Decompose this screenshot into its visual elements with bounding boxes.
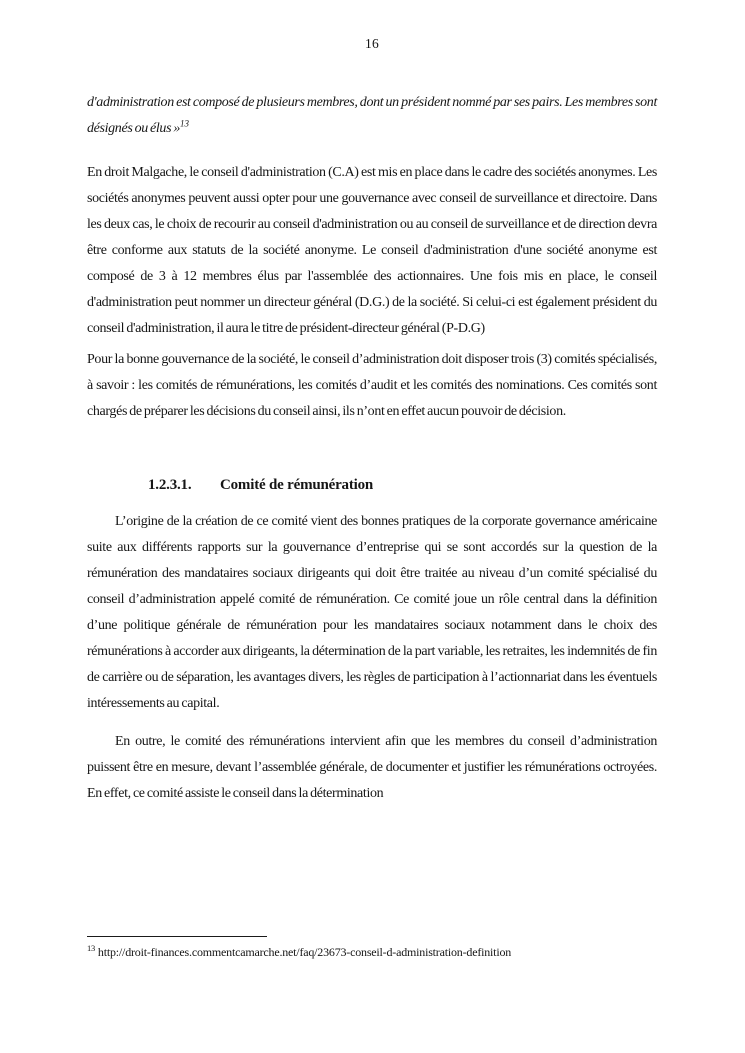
footnote-13 [87,944,657,960]
footnote-url: http://droit-finances.commentcamarche.net/faq/23673-conseil-d-administration-definition [97,945,512,959]
footnote-area [87,936,657,960]
paragraph-bonne-gouvernance: Pour la bonne gouvernance de la société, le conseil d’administration doit disposer trois (3) comités spécialisés, à savoir : les comités de rémunérations, les comités d’audit et les comités des nominations. Ces comités sont chargés de préparer les décisions du conseil ainsi, ils n’ont en effet aucun pouvoir de décision. [87,352,657,419]
quote-text: d'administration est composé de plusieurs membres, dont un président nommé par ses pairs. Les membres sont désignés ou élus » [87,95,657,136]
section-heading-number: 1.2.3.1. [148,477,192,493]
quote-paragraph [87,90,657,142]
paragraph-origine-comite: L’origine de la création de ce comité vient des bonnes pratiques de la corporate governance américaine suite aux différents rapports sur la gouvernance d’entreprise qui se sont accordés sur la question de la rémunération des mandataires sociaux dirigeants qui doit être traitée au niveau d’un comité spécialisé du conseil d’administration appelé comité de rémunération. Ce comité joue un rôle central dans la définition d’une politique générale de rémunération pour les mandataires sociaux notamment dans le choix des rémunérations à accorder aux dirigeants, la détermination de la part variable, les retraites, les indemnités de fin de carrière ou de séparation, les avantages divers, les règles de participation à l’actionnariat dans les éventuels intéressements au capital. [87,514,657,711]
section-heading-title: Comité de rémunération [220,477,374,493]
page-number: 16 [364,36,380,51]
footnote-number: 13 [87,943,96,953]
footnote-separator-rule [87,936,267,937]
section-heading [148,473,657,497]
footnote-reference-13: 13 [179,118,189,129]
paragraph-droit-malgache: En droit Malgache, le conseil d'administration (C.A) est mis en place dans le cadre des sociétés anonymes. Les sociétés anonymes peuvent aussi opter pour une gouvernance avec conseil de surveillance et directoire. Dans les deux cas, le choix de recourir au conseil d'administration ou au conseil de surveillance et de direction devra être conforme aux statuts de la société anonyme. Le conseil d'administration d'une société anonyme est composé de 3 à 12 membres élus par l'assemblée des actionnaires. Une fois mis en place, le conseil d'administration peut nommer un directeur général (D.G.) de la société. Si celui-ci est également président du conseil d'administration, il aura le titre de président-directeur général (P-D.G) [87,165,657,336]
paragraph-en-outre: En outre, le comité des rémunérations intervient afin que les membres du conseil d’administration puissent être en mesure, devant l’assemblée générale, de documenter et justifier les rémunérations octroyées. En effet, ce comité assiste le conseil dans la détermination [87,734,657,801]
document-body [87,90,657,807]
